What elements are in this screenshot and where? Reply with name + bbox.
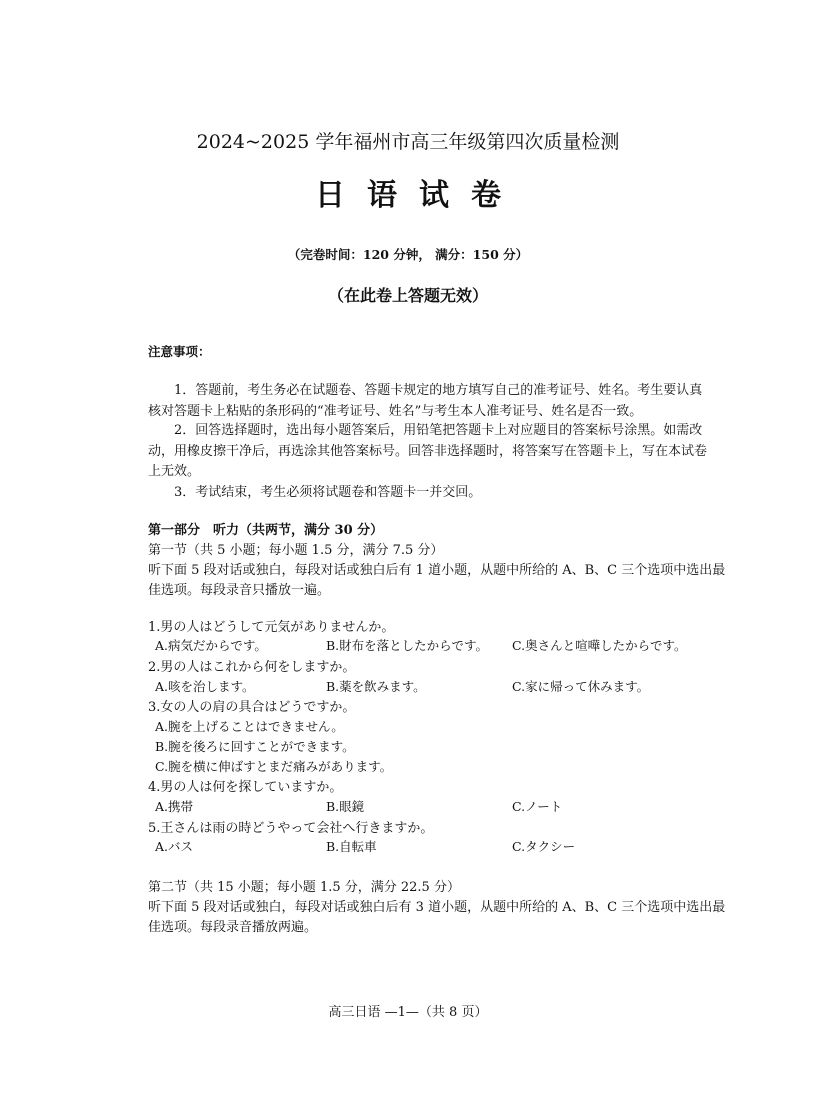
q4-option-a: A.携帯 <box>155 799 194 814</box>
page-footer: 高三日语 —1—（共 8 页） <box>328 1005 488 1020</box>
section1-instruction-line-2: 佳选项。每段录音只播放一遍。 <box>148 583 331 598</box>
note-2-line-3: 上无效。 <box>148 464 201 479</box>
section1-heading: 第一节（共 5 小题；每小题 1.5 分，满分 7.5 分） <box>148 543 444 558</box>
question-5: 5.王さんは雨の時どうやって会社へ行きますか。 <box>148 821 434 836</box>
note-3-line-1: 3．考试结束，考生必须将试题卷和答题卡一并交回。 <box>174 485 482 500</box>
q5-option-a: A.バス <box>155 839 194 854</box>
question-2: 2.男の人はこれから何をしますか。 <box>148 660 356 675</box>
note-1-line-2: 核对答题卡上粘贴的条形码的“准考证号、姓名”与考生本人准考证号、姓名是否一致。 <box>148 404 643 419</box>
subject-title: 日语试卷 <box>315 178 523 213</box>
q4-option-b: B.眼鏡 <box>326 799 365 814</box>
notes-heading: 注意事项： <box>148 344 211 359</box>
q1-option-a: A.病気だからです。 <box>155 638 267 653</box>
exam-title: 2024~2025 学年福州市高三年级第四次质量检测 <box>196 131 620 153</box>
section2-instruction-line-2: 佳选项。每段录音播放两遍。 <box>148 920 318 935</box>
section1-instruction-line-1: 听下面 5 段对话或独白，每段对话或独白后有 1 道小题，从题中所给的 A、B、C 三个选项中选出最 <box>148 563 726 578</box>
section2-heading: 第二节（共 15 小题；每小题 1.5 分，满分 22.5 分） <box>148 880 460 895</box>
q5-option-b: B.自転車 <box>326 839 377 854</box>
invalid-note: （在此卷上答题无效） <box>327 286 488 305</box>
q2-option-c: C.家に帰って休みます。 <box>512 679 650 694</box>
section2-instruction-line-1: 听下面 5 段对话或独白，每段对话或独白后有 3 道小题，从题中所给的 A、B、C 三个选项中选出最 <box>148 900 726 915</box>
part1-heading: 第一部分 听力（共两节，满分 30 分） <box>148 523 384 538</box>
q3-option-b: B.腕を後ろに回すことができます。 <box>155 739 355 754</box>
question-1: 1.男の人はどうして元気がありませんか。 <box>148 620 395 635</box>
question-3: 3.女の人の肩の具合はどうですか。 <box>148 700 356 715</box>
q3-option-c: C.腕を横に伸ばすとまだ痛みがあります。 <box>155 759 393 774</box>
note-2-line-1: 2．回答选择题时，选出每小题答案后，用铅笔把答题卡上对应题目的答案标号涂黑。如需改 <box>174 423 703 438</box>
q3-option-a: A.腕を上げることはできません。 <box>155 719 344 734</box>
note-2-line-2: 动，用橡皮擦干净后，再选涂其他答案标号。回答非选择题时，将答案写在答题卡上，写在本试卷 <box>148 444 708 459</box>
q1-option-c: C.奥さんと喧嘩したからです。 <box>512 638 687 653</box>
q5-option-c: C.タクシー <box>512 839 576 854</box>
q4-option-c: C.ノート <box>512 799 563 814</box>
note-1-line-1: 1．答题前，考生务必在试题卷、答题卡规定的地方填写自己的准考证号、姓名。考生要认真 <box>174 383 703 398</box>
time-info: （完卷时间：120 分钟， 满分：150 分） <box>287 247 529 262</box>
q1-option-b: B.財布を落としたからです。 <box>326 638 489 653</box>
question-4: 4.男の人は何を探していますか。 <box>148 780 343 795</box>
q2-option-b: B.薬を飲みます。 <box>326 679 426 694</box>
q2-option-a: A.咳を治します。 <box>155 679 255 694</box>
